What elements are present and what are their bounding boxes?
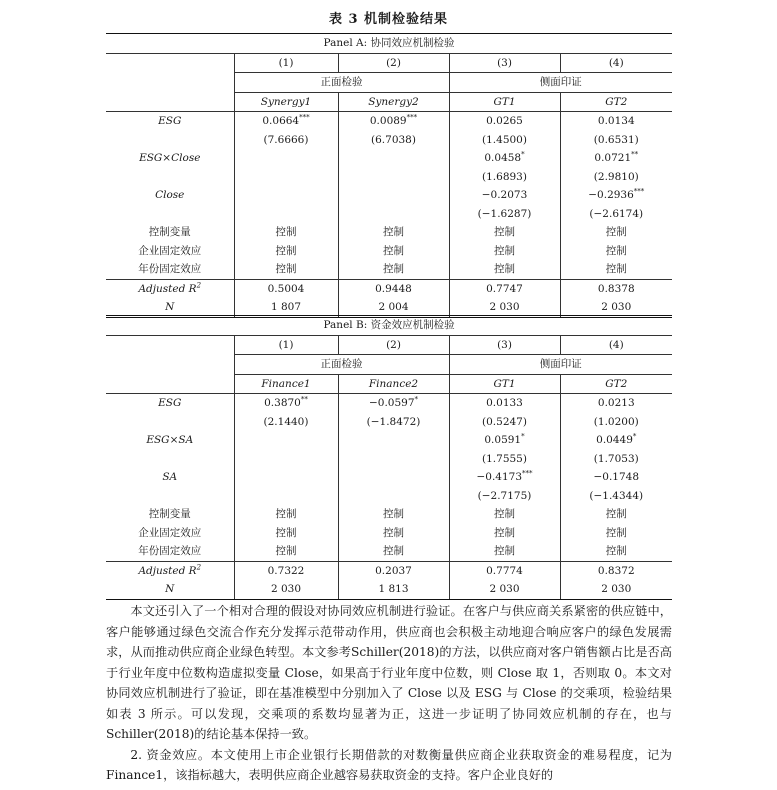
significance-stars: *** [406, 113, 418, 122]
table-cell: 0.0134 [560, 112, 672, 131]
row-label: ESG [158, 115, 182, 127]
stub-cell [106, 374, 234, 394]
table-cell: (0.5247) [449, 413, 560, 432]
table-title: 表 3 机制检验结果 [328, 12, 449, 27]
column-number: (4) [560, 335, 672, 355]
table-cell: 0.8378 [560, 279, 672, 298]
table-row [106, 524, 672, 543]
table-row [106, 112, 672, 131]
dep-var-label: Synergy1 [234, 92, 338, 112]
dep-var-row [106, 92, 672, 112]
n-row [106, 580, 672, 599]
table-cell: (1.0200) [560, 413, 672, 432]
table-cell [234, 149, 338, 168]
table-cell: 0.0449* [560, 431, 672, 450]
table-cell: 2 030 [449, 580, 560, 599]
table-row [106, 223, 672, 242]
table-cell: (7.6666) [234, 131, 338, 150]
panel-a-table [106, 33, 672, 318]
table-cell: 控制 [560, 524, 672, 543]
row-label: ESG×Close [139, 152, 201, 164]
dep-var-label: GT1 [449, 374, 560, 394]
table-cell: (−1.8472) [338, 413, 449, 432]
panel-title: Panel B: 资金效应机制检验 [106, 316, 672, 336]
table-cell: 1 813 [338, 580, 449, 599]
row-label: 控制变量 [148, 508, 191, 520]
table-cell: (2.1440) [234, 413, 338, 432]
table-cell: −0.2073 [449, 186, 560, 205]
table-cell: 控制 [234, 505, 338, 524]
significance-stars: * [632, 432, 637, 441]
row-label: ESG [158, 397, 182, 409]
row-label [106, 131, 234, 150]
table-cell: −0.0597* [338, 394, 449, 413]
table-cell [338, 468, 449, 487]
row-label [106, 168, 234, 187]
table-row [106, 468, 672, 487]
table-cell: 控制 [449, 524, 560, 543]
column-number: (1) [234, 335, 338, 355]
table-cell: 控制 [338, 505, 449, 524]
table-row [106, 450, 672, 469]
table-cell [338, 186, 449, 205]
table-cell: 控制 [449, 223, 560, 242]
table-cell: 控制 [449, 505, 560, 524]
table-cell: 控制 [338, 223, 449, 242]
panel-b-table [106, 315, 672, 600]
table-cell: −0.2936*** [560, 186, 672, 205]
dep-var-label: GT2 [560, 374, 672, 394]
table-cell: 控制 [338, 542, 449, 561]
table-row [106, 542, 672, 561]
group-left-header: 正面检验 [234, 355, 449, 375]
table-cell: 0.5004 [234, 279, 338, 298]
body-text [106, 601, 672, 786]
adj-r2-row [106, 561, 672, 580]
stub-cell [106, 92, 234, 112]
stub-cell [106, 335, 234, 355]
row-label [106, 450, 234, 469]
table-cell: 0.0213 [560, 394, 672, 413]
superscript: 2 [196, 563, 202, 571]
table-cell [338, 450, 449, 469]
table-row [106, 149, 672, 168]
row-label [106, 487, 234, 506]
table-cell [234, 487, 338, 506]
group-right-header: 侧面印证 [449, 73, 672, 93]
significance-stars: * [521, 432, 525, 441]
table-cell: 0.7322 [234, 561, 338, 580]
table-cell: 控制 [560, 260, 672, 279]
table-cell [234, 186, 338, 205]
table-cell: (−1.6287) [449, 205, 560, 224]
dep-var-label: Synergy2 [338, 92, 449, 112]
row-label: 控制变量 [148, 226, 191, 238]
column-number: (1) [234, 53, 338, 73]
table-cell: 0.9448 [338, 279, 449, 298]
table-cell: (1.7053) [560, 450, 672, 469]
table-cell [338, 149, 449, 168]
table-cell: (−2.6174) [560, 205, 672, 224]
paragraph-1: 本文还引入了一个相对合理的假设对协同效应机制进行验证。在客户与供应商关系紧密的供应链中，客户能够通过绿色交流合作充分发挥示范带动作用，供应商也会积极主动地迎合响应客户的绿色发展需求，从而推动供应商企业绿色转型。本文参考Schiller(2018)的方法，以供应商对客户销售额占比是否高于行业年度中位数构造虚拟变量 Close，如果高于行业年度中位数，则 Close 取 1，否则取 0。本文对协同效应机制进行了验证，即在基准模型中分别加入了 Close 以及 ESG 与 Close 的交乘项，检验结果如表 3 所示。可以发现，交乘项的系数均显著为正，这进一步证明了协同效应机制的存在，也与 Schiller(2018)的结论基本保持一致。 [106, 604, 672, 741]
table-cell: 0.7747 [449, 279, 560, 298]
row-label: Adjusted $R^2$ [138, 563, 202, 577]
dep-var-row [106, 374, 672, 394]
table-cell: 0.0133 [449, 394, 560, 413]
table-row [106, 131, 672, 150]
table-cell: 控制 [560, 505, 672, 524]
table-cell: (−2.7175) [449, 487, 560, 506]
table-row [106, 487, 672, 506]
significance-stars: * [414, 395, 419, 404]
column-number: (2) [338, 53, 449, 73]
dep-var-label: GT1 [449, 92, 560, 112]
panel-title-row [106, 34, 672, 54]
significance-stars: *** [299, 113, 310, 122]
panel-title-row [106, 316, 672, 336]
table-row [106, 260, 672, 279]
col-number-row [106, 335, 672, 355]
superscript: 2 [196, 281, 202, 289]
table-cell [338, 168, 449, 187]
row-label: 年份固定效应 [106, 260, 234, 279]
table-cell: 控制 [234, 242, 338, 261]
stub-cell [106, 53, 234, 73]
group-header-row [106, 355, 672, 375]
table-cell: 控制 [338, 242, 449, 261]
table-cell: 0.0591* [449, 431, 560, 450]
table-cell: 控制 [234, 260, 338, 279]
table-cell: 2 030 [560, 580, 672, 599]
stub-cell [106, 73, 234, 93]
table-cell [338, 205, 449, 224]
column-number: (4) [560, 53, 672, 73]
table-row [106, 186, 672, 205]
table-cell: 2 004 [338, 298, 449, 317]
row-label: 年份固定效应 [106, 542, 234, 561]
group-left-header: 正面检验 [234, 73, 449, 93]
table-cell: 0.0721** [560, 149, 672, 168]
table-row [106, 413, 672, 432]
table-row [106, 205, 672, 224]
significance-stars: ** [300, 395, 308, 404]
table-cell: 0.3870** [234, 394, 338, 413]
significance-stars: ** [631, 150, 639, 159]
table-row [106, 242, 672, 261]
row-label [106, 413, 234, 432]
table-cell: 控制 [560, 223, 672, 242]
table-cell: −0.1748 [560, 468, 672, 487]
table-cell [234, 450, 338, 469]
row-label: ESG×SA [146, 434, 194, 446]
group-header-row [106, 73, 672, 93]
table-cell: (0.6531) [560, 131, 672, 150]
table-cell: 控制 [560, 542, 672, 561]
table-row [106, 168, 672, 187]
table-cell: (1.4500) [449, 131, 560, 150]
table-cell: 0.8372 [560, 561, 672, 580]
stub-cell [106, 355, 234, 375]
table-cell: 0.0265 [449, 112, 560, 131]
table-cell [234, 205, 338, 224]
significance-stars: *** [522, 469, 533, 478]
table-cell: 2 030 [560, 298, 672, 317]
table-row [106, 394, 672, 413]
table-cell: 2 030 [234, 580, 338, 599]
panel-title: Panel A: 协同效应机制检验 [106, 34, 672, 54]
table-cell: 控制 [338, 260, 449, 279]
table-cell: 1 807 [234, 298, 338, 317]
paragraph-2: 2. 资金效应。本文使用上市企业银行长期借款的对数衡量供应商企业获取资金的难易程度，记为 Finance1，该指标越大，表明供应商企业越容易获取资金的支持。客户企业良好的 [106, 747, 672, 782]
table-cell: 控制 [449, 260, 560, 279]
row-label: Adjusted $R^2$ [138, 281, 202, 295]
column-number: (3) [449, 53, 560, 73]
table-cell [234, 468, 338, 487]
table-cell: 2 030 [449, 298, 560, 317]
dep-var-label: Finance1 [234, 374, 338, 394]
table-cell: 0.0664*** [234, 112, 338, 131]
row-label: SA [162, 471, 178, 483]
table-cell [338, 487, 449, 506]
table-cell: −0.4173*** [449, 468, 560, 487]
table-cell: 控制 [234, 223, 338, 242]
table-cell: 控制 [234, 542, 338, 561]
table-cell: 控制 [234, 524, 338, 543]
significance-stars: *** [633, 187, 645, 196]
table-cell: 控制 [449, 242, 560, 261]
dep-var-label: GT2 [560, 92, 672, 112]
table-row [106, 505, 672, 524]
table-cell: 控制 [560, 242, 672, 261]
group-right-header: 侧面印证 [449, 355, 672, 375]
table-cell: 0.2037 [338, 561, 449, 580]
table-cell: (1.7555) [449, 450, 560, 469]
table-row [106, 431, 672, 450]
table-cell [234, 431, 338, 450]
table-cell: 0.7774 [449, 561, 560, 580]
row-label: 企业固定效应 [138, 526, 202, 539]
column-number: (3) [449, 335, 560, 355]
row-label [106, 205, 234, 224]
significance-stars: * [521, 150, 525, 159]
row-label: N [106, 580, 234, 599]
table-cell: 控制 [449, 542, 560, 561]
table-cell: (−1.4344) [560, 487, 672, 506]
col-number-row [106, 53, 672, 73]
table-cell [338, 431, 449, 450]
dep-var-label: Finance2 [338, 374, 449, 394]
table-cell: 0.0458* [449, 149, 560, 168]
table-cell [234, 168, 338, 187]
table-cell: 控制 [338, 524, 449, 543]
table-cell: (6.7038) [338, 131, 449, 150]
table-cell: (2.9810) [560, 168, 672, 187]
table-cell: (1.6893) [449, 168, 560, 187]
adj-r2-row [106, 279, 672, 298]
column-number: (2) [338, 335, 449, 355]
table-cell: 0.0089*** [338, 112, 449, 131]
row-label: 企业固定效应 [138, 244, 202, 257]
row-label: N [106, 298, 234, 317]
row-label: Close [155, 189, 185, 201]
